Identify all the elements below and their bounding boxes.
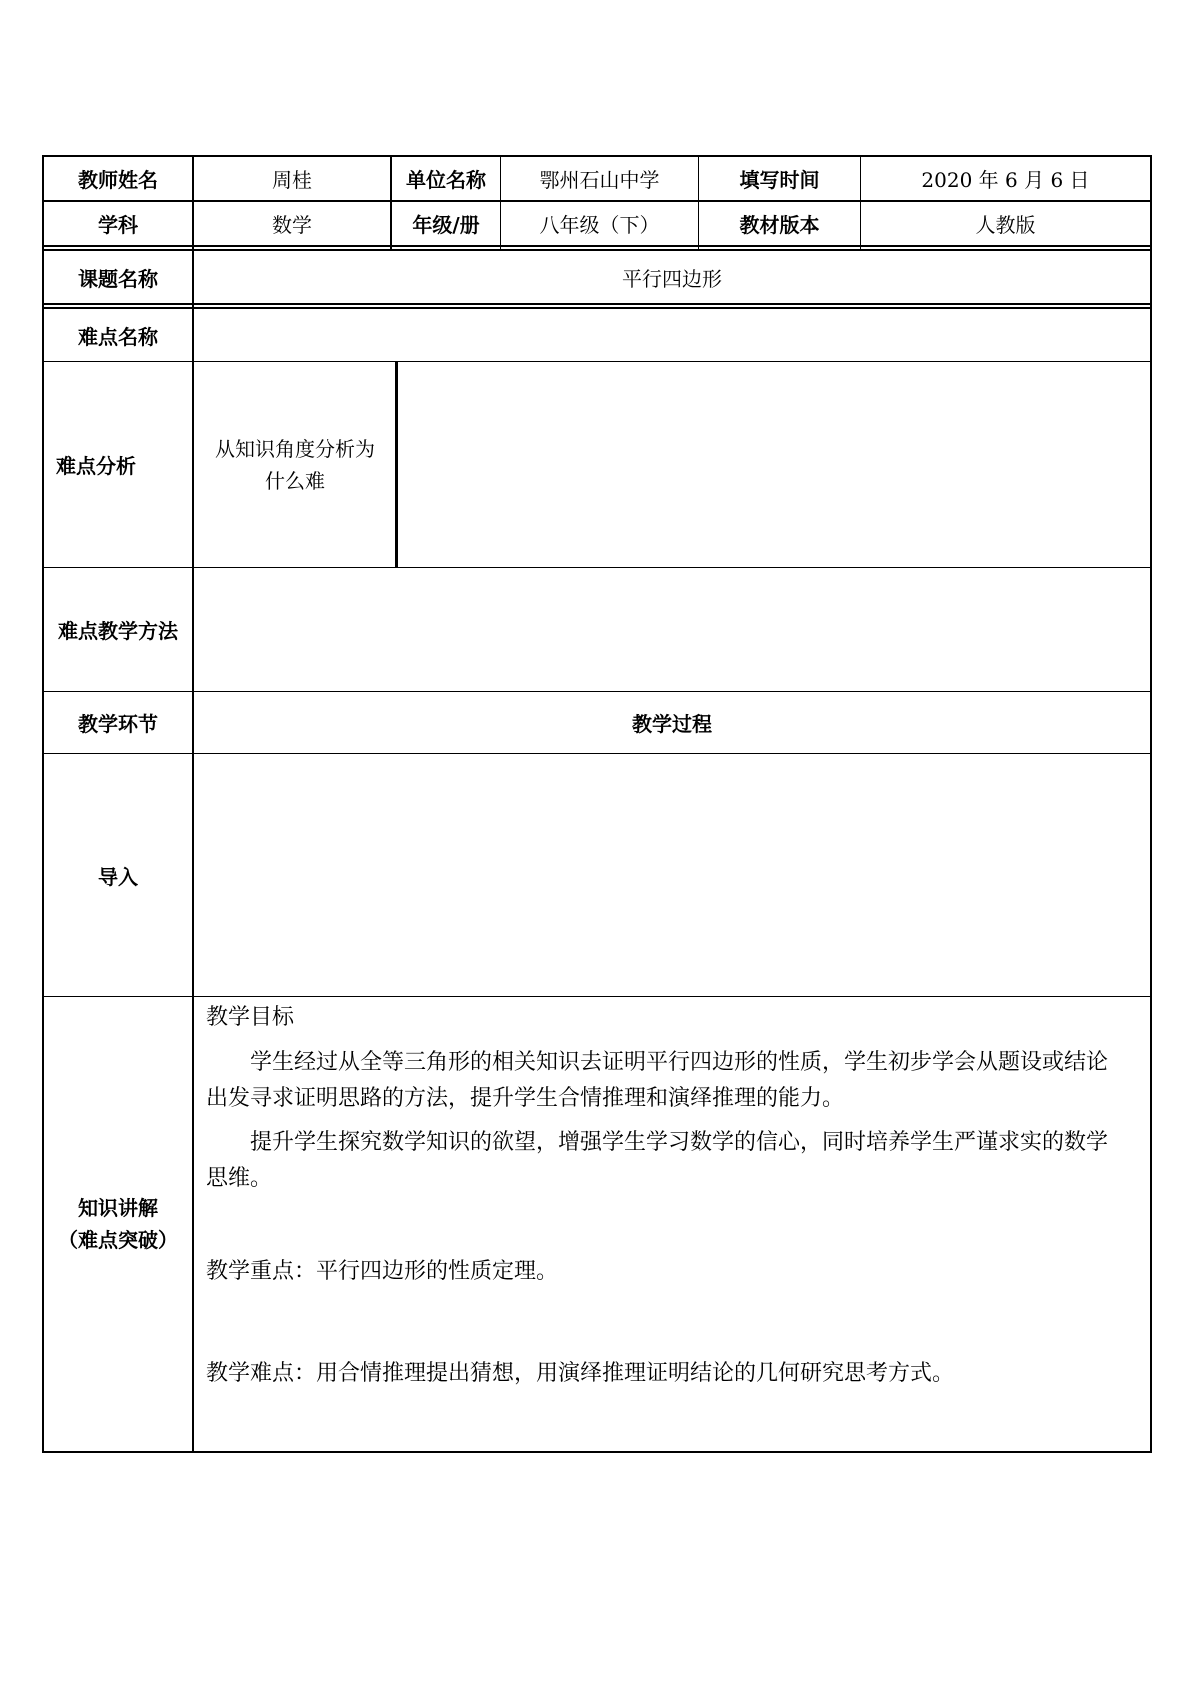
- intro-label: 导入: [98, 864, 138, 889]
- intro-content: [194, 754, 1150, 996]
- unit-name-value: 鄂州石山中学: [539, 168, 660, 192]
- knowledge-label-line2: （难点突破）: [58, 1228, 178, 1252]
- knowledge-label-line1: 知识讲解: [78, 1196, 158, 1220]
- goal-title: 教学目标: [206, 1005, 295, 1030]
- difficulty-name-label: 难点名称: [78, 324, 158, 349]
- row-divider: [42, 303, 1152, 305]
- teaching-method-label: 难点教学方法: [58, 619, 178, 643]
- row-divider: [42, 996, 1152, 997]
- subject-label: 学科: [98, 213, 138, 237]
- goal-paragraph-2: 提升学生探究数学知识的欲望，增强学生学习数学的信心，同时培养学生严谨求实的数学思维。: [206, 1130, 1109, 1191]
- teacher-name-value: 周桂: [272, 168, 312, 192]
- edition-value: 人教版: [975, 213, 1036, 237]
- knowledge-angle-sublabel: 从知识角度分析为什么难: [215, 436, 375, 493]
- difficult-point: 教学难点：用合情推理提出猜想，用演绎推理证明结论的几何研究思考方式。: [206, 1361, 955, 1386]
- goal-paragraph-1: 学生经过从全等三角形的相关知识去证明平行四边形的性质，学生初步学会从题设或结论出发寻求证明思路的方法，提升学生合情推理和演绎推理的能力。: [206, 1050, 1109, 1111]
- teaching-method-value: [194, 568, 1150, 691]
- edition-label: 教材版本: [739, 213, 820, 237]
- topic-label: 课题名称: [78, 266, 158, 291]
- subject-value: 数学: [272, 213, 312, 237]
- fill-date-value: 2020 年 6 月 6 日: [921, 168, 1090, 192]
- topic-value: 平行四边形: [622, 266, 722, 291]
- unit-name-label: 单位名称: [406, 168, 486, 192]
- difficulty-analysis-label: 难点分析: [56, 454, 136, 478]
- fill-date-label: 填写时间: [739, 168, 820, 192]
- row-divider: [42, 245, 1152, 247]
- teacher-name-label: 教师姓名: [78, 168, 158, 192]
- knowledge-label: [44, 997, 192, 1451]
- difficulty-name-value: [194, 309, 1150, 361]
- teaching-process-header: 教学过程: [632, 712, 712, 736]
- grade-value: 八年级（下）: [539, 213, 660, 237]
- difficulty-analysis-value: [398, 362, 1150, 567]
- grade-label: 年级/册: [412, 213, 480, 237]
- teaching-stage-header: 教学环节: [78, 712, 158, 736]
- key-point: 教学重点：平行四边形的性质定理。: [206, 1259, 559, 1284]
